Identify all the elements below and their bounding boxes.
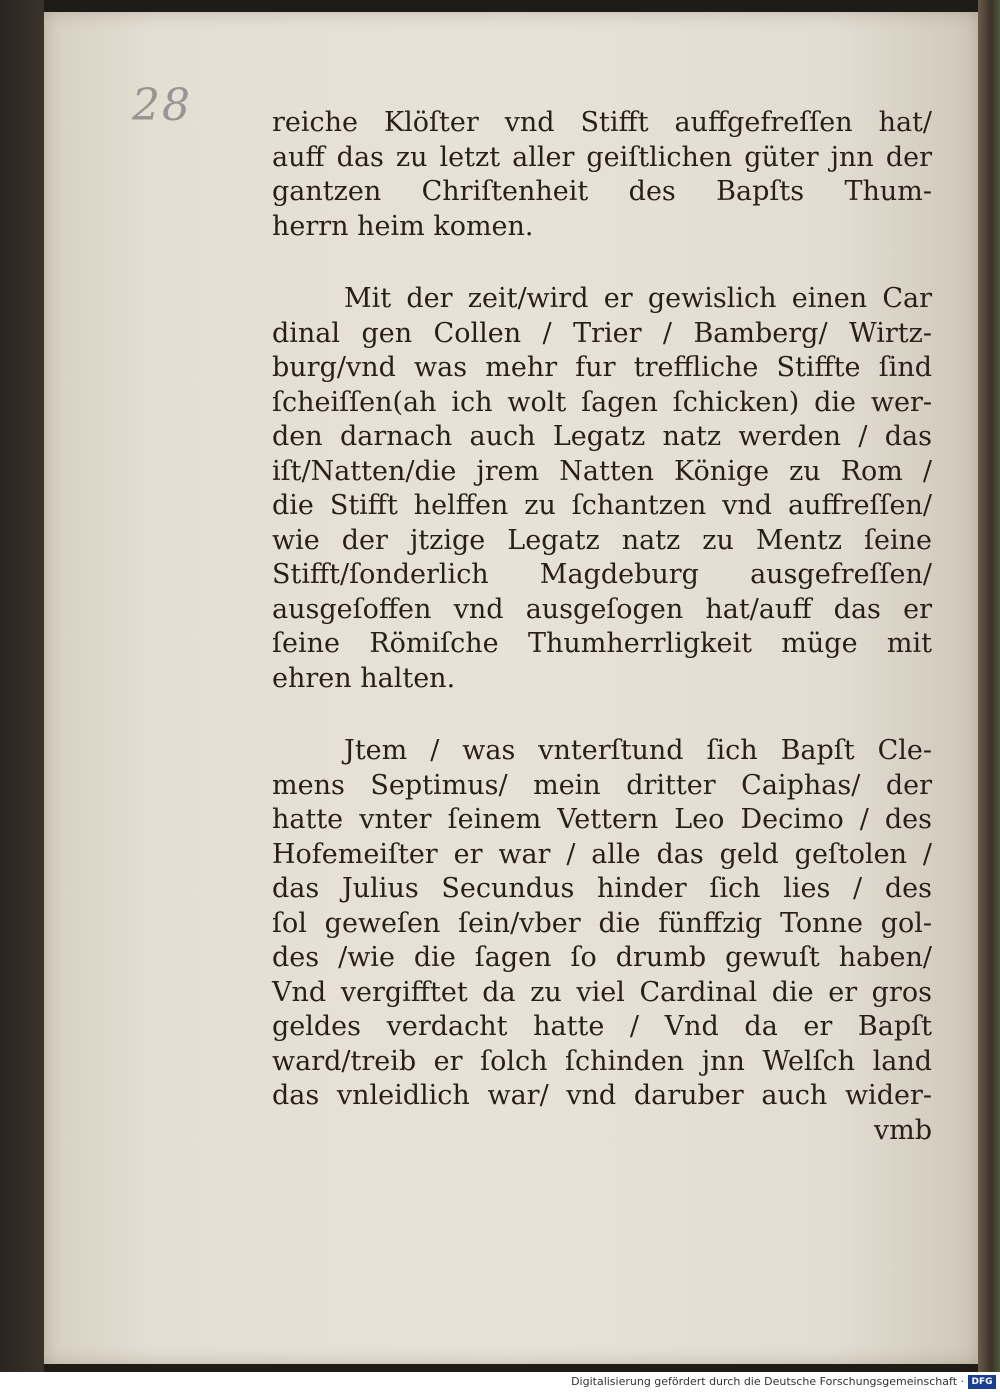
footer-bar	[0, 1372, 1000, 1392]
text-line: die Stifft helffen zu ſchantzen vnd auffreſſen/	[272, 490, 932, 521]
text-line: ſeine Römiſche Thumherrligkeit müge mit	[272, 628, 932, 659]
text-line: geldes verdacht hatte / Vnd da er Bapſt	[272, 1011, 932, 1042]
text-line: wie der jtzige Legatz natz zu Mentz ſeine	[272, 524, 932, 556]
text-line: hatte vnter ſeinem Vettern Leo Decimo / des	[272, 804, 932, 835]
text-line: Stifft/ſonderlich Magdeburg ausgefreſſen/	[272, 559, 932, 590]
text-line: mens Septimus/ mein dritter Caiphas/ der	[272, 769, 932, 801]
paragraph-2	[272, 282, 932, 696]
text-line: das vnleidlich war/ vnd daruber auch wider-	[272, 1080, 932, 1111]
text-line: auff das zu letzt aller geiſtlichen güter jnn der	[272, 141, 932, 173]
text-line: Mit der zeit/wird er gewislich einen Car	[344, 283, 932, 314]
text-line: herrn heim komen.	[272, 210, 534, 242]
text-line: den darnach auch Legatz natz werden / das	[272, 421, 932, 452]
catchword: vmb	[873, 1114, 932, 1146]
text-line: reiche Klöſter vnd Stifft auffgefreſſen hat/	[272, 107, 932, 138]
text-line: ausgeſoffen vnd ausgeſogen hat/auff das er	[272, 593, 932, 625]
text-line: des /wie die ſagen ſo drumb gewuſt haben/	[272, 942, 932, 973]
text-line: dinal gen Collen / Trier / Bamberg/ Wirtz-	[272, 317, 932, 349]
binding-edge	[0, 0, 44, 1372]
text-line: ehren halten.	[272, 662, 456, 694]
text-line: ſcheiſſen(ah ich wolt ſagen ſchicken) die wer-	[272, 386, 932, 418]
text-line: Jtem / was vnterſtund ſich Bapſt Cle-	[344, 735, 932, 766]
text-line: ſol geweſen ſein/vber die fünffzig Tonne gol-	[272, 907, 932, 939]
paragraph-1	[272, 106, 932, 244]
page-edge	[978, 0, 1000, 1372]
text-line: ward/treib er ſolch ſchinden jnn Welſch land	[272, 1045, 932, 1077]
text-line: Hofemeiſter er war / alle das geld geſtolen /	[272, 838, 932, 870]
funding-credit: Digitalisierung gefördert durch die Deutsche Forschungsgemeinschaft ·	[571, 1375, 964, 1388]
text-line: iſt/Natten/die jrem Natten Könige zu Rom /	[272, 455, 932, 487]
text-line: gantzen Chriſtenheit des Bapſts Thum-	[272, 176, 932, 207]
folio-number: 28	[132, 80, 192, 131]
text-line: das Julius Secundus hinder ſich lies / des	[272, 873, 932, 904]
page-text	[272, 106, 932, 1148]
paragraph-3	[272, 734, 932, 1114]
text-line: burg/vnd was mehr fur treffliche Stiffte ſind	[272, 352, 932, 383]
text-line: Vnd vergifftet da zu viel Cardinal die er gros	[272, 976, 932, 1008]
dfg-logo-icon: DFG	[968, 1375, 996, 1389]
